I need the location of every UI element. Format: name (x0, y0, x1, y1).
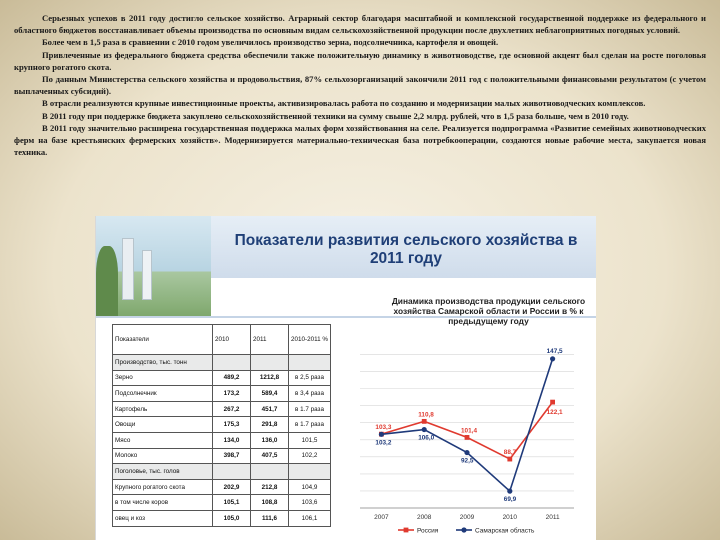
table-cell: 104,9 (289, 479, 331, 495)
legend-marker (461, 527, 466, 532)
table-cell: Крупного рогатого скота (113, 479, 213, 495)
table-row (113, 417, 331, 433)
table-cell: 136,0 (251, 432, 289, 448)
paragraph: Более чем в 1,5 раза в сравнении с 2010 годом увеличилось производство зерна, подсолнечника, картофеля и овощей. (42, 37, 499, 48)
table-cell: 212,8 (251, 479, 289, 495)
table-cell: 101,5 (289, 432, 331, 448)
paragraph: Серьезных успехов в 2011 году достигло сельское хозяйство. Аграрный сектор благодаря масштабной и комплексной государственной поддержке из федерального и областного бюджетов восстанавливает объемы производства по основным видам сельскохозяйственной продукции после двухлетних неблагоприятных погодных условий. (14, 13, 706, 36)
table-cell (251, 355, 289, 371)
silo-shape (142, 250, 152, 300)
table-cell (289, 464, 331, 480)
chart-title: Динамика производства продукции сельского хозяйства Самарской области и России в % к предыдущему году (391, 296, 586, 326)
x-tick-label: 2007 (374, 514, 389, 521)
table-cell: 267,2 (213, 401, 251, 417)
data-point (550, 356, 555, 361)
paragraph: В 2011 году при поддержке бюджета закуплено сельскохозяйственной техники на сумму свыше 2,2 млрд. рублей, что в 1,5 раза больше, чем в 2010 году. (42, 110, 629, 121)
table-cell: Подсолнечник (113, 386, 213, 402)
table-cell: 173,2 (213, 386, 251, 402)
table-cell: Молоко (113, 448, 213, 464)
table-header-cell: 2010 (213, 325, 251, 355)
table-header-cell: Показатели (113, 325, 213, 355)
tree-shape (96, 246, 118, 316)
table-header-cell: 2010-2011 % (289, 325, 331, 355)
table-cell: овец и коз (113, 510, 213, 526)
paragraph: В 2011 году значительно расширена государственная поддержка малых форм хозяйствования на селе. Реализуется подпрограмма «Развитие семейных животноводческих ферм на базе крестьянских фермерских хозяйств». Модернизируется материально-техническая база потребкооперации, создаются новые рабочие места, закупается новая техника. (14, 122, 706, 158)
table-cell: 589,4 (251, 386, 289, 402)
table-header-cell: 2011 (251, 325, 289, 355)
data-label: 122,1 (546, 409, 563, 417)
table-cell: Зерно (113, 370, 213, 386)
legend-label: Самарская область (475, 527, 535, 535)
table-row (113, 448, 331, 464)
table-cell (289, 355, 331, 371)
data-point (422, 427, 427, 432)
farm-photo (96, 216, 211, 316)
data-point (379, 432, 384, 437)
table-cell (251, 464, 289, 480)
table-cell: в 2,5 раза (289, 370, 331, 386)
data-point (507, 457, 512, 462)
table-row (113, 370, 331, 386)
table-cell: 175,3 (213, 417, 251, 433)
legend-label: Россия (417, 527, 439, 535)
table-header-row (113, 325, 331, 355)
table-cell: 407,5 (251, 448, 289, 464)
table-section-row (113, 355, 331, 371)
data-point (507, 489, 512, 494)
table-cell: 106,1 (289, 510, 331, 526)
table-cell: 103,6 (289, 495, 331, 511)
table-cell: 102,2 (289, 448, 331, 464)
presentation-slide (95, 216, 596, 540)
data-point (422, 419, 427, 424)
table-cell: 108,8 (251, 495, 289, 511)
data-point (464, 450, 469, 455)
data-label: 103,3 (375, 424, 392, 432)
table-cell (213, 355, 251, 371)
data-label: 88,7 (503, 449, 517, 457)
data-label: 110,8 (418, 411, 434, 419)
paragraph: В отрасли реализуются крупные инвестиционные проекты, активизировалась работа по созданию и модернизации малых животноводческих комплексов. (42, 98, 646, 109)
table-cell: Мясо (113, 432, 213, 448)
legend-marker (404, 528, 409, 533)
data-point (465, 435, 470, 440)
x-tick-label: 2009 (459, 514, 475, 521)
table-cell: 489,2 (213, 370, 251, 386)
paragraph: Привлеченные из федерального бюджета средства обеспечили также положительную динамику в животноводстве, где основной акцент был сделан на росте поголовья крупного рогатого скота. (14, 49, 706, 72)
table-cell: 105,1 (213, 495, 251, 511)
table-section-row (113, 464, 331, 480)
table-cell: Производство, тыс. тонн (113, 355, 213, 371)
table-cell: 111,6 (251, 510, 289, 526)
table-row (113, 401, 331, 417)
table-cell (213, 464, 251, 480)
table-cell: Поголовье, тыс. голов (113, 464, 213, 480)
paragraph: По данным Министерства сельского хозяйства и продовольствия, 87% сельхозорганизаций закончили 2011 год с положительными финансовыми результатом (с учетом выплаченных субсидий). (14, 74, 706, 97)
data-label: 101,4 (461, 427, 477, 435)
table-cell: 1212,8 (251, 370, 289, 386)
data-label: 92,5 (461, 457, 474, 465)
table-cell: 134,0 (213, 432, 251, 448)
table-cell: в том числе коров (113, 495, 213, 511)
data-point (550, 400, 555, 405)
table-cell: Картофель (113, 401, 213, 417)
data-label: 106,0 (418, 434, 435, 442)
table-cell: в 1.7 раза (289, 401, 331, 417)
table-cell: 105,0 (213, 510, 251, 526)
series-line (381, 359, 552, 491)
data-label: 69,9 (503, 496, 517, 504)
table-row (113, 510, 331, 526)
table-cell: 291,8 (251, 417, 289, 433)
data-label: 103,2 (375, 439, 392, 447)
table-cell: в 1.7 раза (289, 417, 331, 433)
slide-title: Показатели развития сельского хозяйства в 2011 году (234, 232, 578, 267)
table-row (113, 386, 331, 402)
silo-shape (122, 238, 134, 300)
table-cell: Овощи (113, 417, 213, 433)
table-cell: 202,9 (213, 479, 251, 495)
line-chart (342, 340, 592, 540)
table-cell: 451,7 (251, 401, 289, 417)
table-row (113, 495, 331, 511)
article-text (14, 12, 706, 158)
table-cell: 398,7 (213, 448, 251, 464)
table-row (113, 432, 331, 448)
x-tick-label: 2008 (416, 514, 432, 521)
table-row (113, 479, 331, 495)
table-cell: в 3,4 раза (289, 386, 331, 402)
x-tick-label: 2011 (545, 514, 560, 521)
indicators-table (112, 324, 331, 527)
x-tick-label: 2010 (502, 514, 518, 521)
data-label: 147,5 (546, 347, 563, 355)
